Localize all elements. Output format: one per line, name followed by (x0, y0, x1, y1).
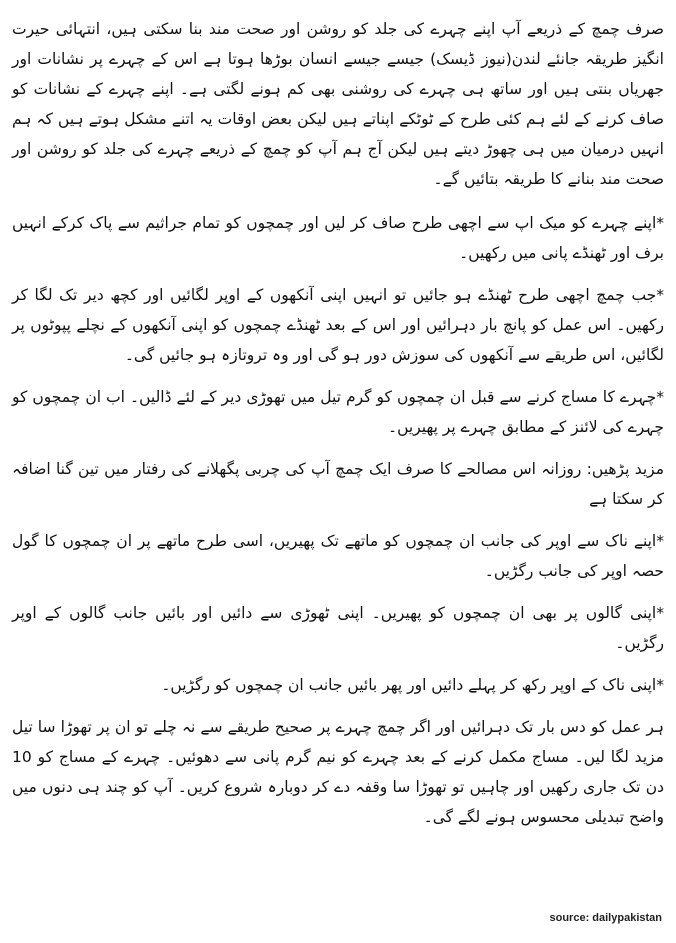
tip-cheeks: *اپنی گالوں پر بھی ان چمچوں کو پھیریں۔ اپنی ٹھوڑی سے دائیں اور بائیں جانب گالوں کے اوپر رگڑیں۔ (12, 604, 664, 652)
tip-makeup-removal: *اپنے چہرے کو میک اپ سے اچھی طرح صاف کر لیں اور چمچوں کو تمام جراثیم سے پاک کرکے انہیں برف اور ٹھنڈے پانی میں رکھیں۔ (12, 214, 664, 262)
article-intro-paragraph: صرف چمچ کے ذریعے آپ اپنے چہرے کی جلد کو روشن اور صحت مند بنا سکتی ہیں، انتہائی حیرت انگیز طریقہ جانئے لندن(نیوز ڈیسک) جیسے جیسے انسان بوڑھا ہوتا ہے اس کے چہرے پر نشانات اور جھریاں بنتی ہیں اور ساتھ ہی چہرے کی روشنی بھی کم ہونے لگتی ہے۔ اپنے چہرے کے نشانات کو صاف کرنے کے لئے ہم کئی طرح کے ٹوٹکے اپناتے ہیں لیکن بعض اوقات یہ اتنے مشکل ہوتے ہیں کہ ہم انہیں درمیان میں ہی چھوڑ دیتے ہیں لیکن آج ہم آپ کو چمچ کے ذریعے چہرے کی جلد کو روشن اور صحت مند بنانے کا طریقہ بتائیں گے۔ (12, 20, 664, 188)
source-credit: source: dailypakistan (549, 912, 662, 924)
tip-nose: *اپنی ناک کے اوپر رکھ کر پہلے دائیں اور پھر بائیں جانب ان چمچوں کو رگڑیں۔ (161, 676, 664, 694)
tip-nose-to-forehead: *اپنے ناک سے اوپر کی جانب ان چمچوں کو ماتھے تک پھیریں، اسی طرح ماتھے پر ان چمچوں کا گول حصہ اوپر کی جانب رگڑیں۔ (12, 532, 664, 580)
read-more-line: مزید پڑھیں: روزانہ اس مصالحے کا صرف ایک چمچ آپ کی چربی پگھلانے کی رفتار میں تین گنا اضافہ کر سکتا ہے (12, 460, 664, 508)
tip-warm-oil-massage: *چہرے کا مساج کرنے سے قبل ان چمچوں کو گرم تیل میں تھوڑی دیر کے لئے ڈالیں۔ اب ان چمچوں کو چہرے کی لائنز کے مطابق چہرے پر پھیریں۔ (12, 388, 664, 436)
article-closing-paragraph: ہر عمل کو دس بار تک دہرائیں اور اگر چمچ چہرے پر صحیح طریقے سے نہ چلے تو ان پر تھوڑا سا تیل مزید لگا لیں۔ مساج مکمل کرنے کے بعد چہرے کو نیم گرم پانی سے دھوئیں۔ چہرے کے مساج کو 10 دن تک جاری رکھیں اور چاہیں تو تھوڑا سا وقفہ دے کر دوبارہ شروع کریں۔ آپ کو چند ہی دنوں میں واضح تبدیلی محسوس ہونے لگے گی۔ (12, 718, 664, 826)
tip-cold-spoons-eyes: *جب چمچ اچھی طرح ٹھنڈے ہو جائیں تو انہیں اپنی آنکھوں کے اوپر لگائیں اور کچھ دیر تک لگا کر رکھیں۔ اس عمل کو پانچ بار دہرائیں اور اس کے بعد ٹھنڈے چمچوں کو اپنی آنکھوں کے نچلے پپوٹوں پر لگائیں، اس طریقے سے آنکھوں کی سوزش دور ہو گی اور وہ تروتازہ ہو جائیں گی۔ (12, 286, 664, 364)
